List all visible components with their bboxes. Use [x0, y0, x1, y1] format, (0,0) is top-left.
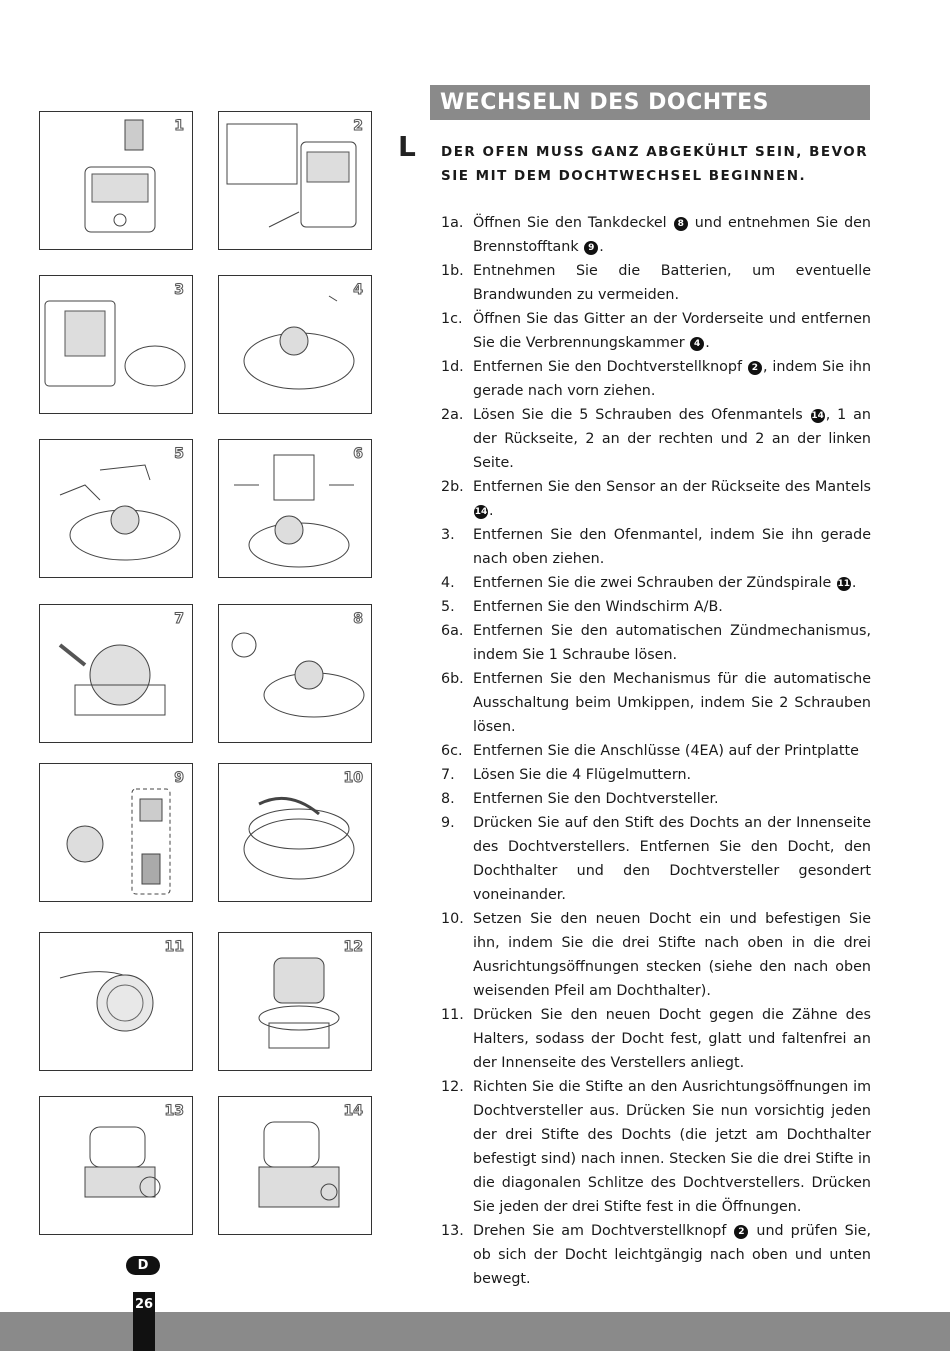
figure-number: 12 — [343, 939, 363, 955]
step-item — [441, 619, 871, 667]
figure-number: 9 — [174, 770, 184, 786]
figure-number: 1 — [174, 118, 184, 134]
step-label: 1c. — [441, 311, 463, 327]
step-label: 5. — [441, 599, 455, 615]
step-text-segment: Entfernen Sie die Anschlüsse (4EA) auf der Printplatte — [473, 743, 859, 759]
step-item — [441, 403, 871, 475]
step-text-segment: Entfernen Sie die zwei Schrauben der Zündspirale — [473, 575, 836, 591]
step-item — [441, 667, 871, 739]
step-label: 10. — [441, 911, 464, 927]
step-text — [473, 619, 871, 667]
step-item — [441, 355, 871, 403]
figure-8 — [218, 604, 372, 743]
figure-illustration — [219, 276, 372, 414]
step-text-segment: Drehen Sie am Dochtverstellknopf — [473, 1223, 734, 1239]
figure-illustration — [219, 112, 372, 250]
step-text — [473, 739, 871, 763]
step-text-segment: . — [489, 503, 494, 519]
step-text — [473, 811, 871, 907]
step-item — [441, 571, 871, 595]
part-ref-badge: 4 — [690, 337, 704, 351]
step-item — [441, 307, 871, 355]
figure-number: 11 — [164, 939, 184, 955]
step-text — [473, 355, 871, 403]
step-label: 6c. — [441, 743, 463, 759]
step-text-segment: Entfernen Sie den Ofenmantel, indem Sie ihn gerade nach oben ziehen. — [473, 527, 871, 567]
figure-10 — [218, 763, 372, 902]
step-text-segment: und entnehmen Sie den Brennstofftank — [473, 215, 871, 255]
figure-illustration — [219, 440, 372, 578]
figure-9 — [39, 763, 193, 902]
step-label: 13. — [441, 1223, 464, 1239]
step-item — [441, 787, 871, 811]
step-text — [473, 523, 871, 571]
part-ref-badge: 14 — [474, 507, 488, 517]
step-text-segment: , indem Sie ihn gerade nach vorn ziehen. — [473, 359, 872, 399]
step-text — [473, 403, 871, 475]
figure-number: 14 — [343, 1103, 363, 1119]
step-text-segment: und prüfen Sie, ob sich der Docht leichtgängig nach oben und unten bewegt. — [473, 1223, 872, 1287]
step-text-segment: Entnehmen Sie die Batterien, um eventuelle Brandwunden zu vermeiden. — [473, 263, 871, 303]
step-label: 11. — [441, 1007, 464, 1023]
step-label: 9. — [441, 815, 455, 831]
figure-14 — [218, 1096, 372, 1235]
step-text — [473, 787, 871, 811]
figure-number: 13 — [164, 1103, 184, 1119]
part-ref-badge: 2 — [734, 1225, 748, 1239]
figure-7 — [39, 604, 193, 743]
step-text-segment: Entfernen Sie den Windschirm A/B. — [473, 599, 723, 615]
step-label: 12. — [441, 1079, 464, 1095]
step-item — [441, 259, 871, 307]
figure-13 — [39, 1096, 193, 1235]
part-ref-badge: 2 — [748, 361, 762, 375]
step-item — [441, 1075, 871, 1219]
section-title: WECHSELN DES DOCHTES — [430, 85, 870, 120]
step-label: 1d. — [441, 359, 464, 375]
step-text — [473, 1003, 871, 1075]
step-label: 1b. — [441, 263, 464, 279]
figure-number: 10 — [343, 770, 363, 786]
figure-illustration — [40, 276, 193, 414]
step-text — [473, 595, 871, 619]
figure-illustration — [40, 605, 193, 743]
step-text-segment: Lösen Sie die 4 Flügelmuttern. — [473, 767, 692, 783]
figure-1 — [39, 111, 193, 250]
step-item — [441, 763, 871, 787]
step-text — [473, 211, 871, 259]
page-number: 26 — [133, 1292, 155, 1351]
figure-number: 3 — [174, 282, 184, 298]
warning-text: DER OFEN MUSS GANZ ABGEKÜHLT SEIN, BEVOR SIE MIT DEM DOCHTWECHSEL BEGINNEN. — [441, 144, 869, 184]
figure-illustration — [40, 112, 193, 250]
step-item — [441, 1003, 871, 1075]
step-text-segment: Lösen Sie die 5 Schrauben des Ofenmantels — [473, 407, 810, 423]
part-ref-badge: 8 — [674, 217, 688, 231]
step-label: 7. — [441, 767, 455, 783]
step-text-segment: Entfernen Sie den Dochtverstellknopf — [473, 359, 747, 375]
step-text-segment: Richten Sie die Stifte an den Ausrichtungsöffnungen im Dochtversteller aus. Drücken Sie nun vorsichtig jeden der drei Stifte des Dochts (die jetzt am Dochthalter befestigt sind) nach innen. Stecken Sie die drei Stifte in die diagonalen Schlitze des Dochtverstellers. Drücken Sie jeden der drei Stifte fest in die Öffnungen. — [473, 1079, 871, 1215]
step-text — [473, 1075, 871, 1219]
step-text-segment: Entfernen Sie den Sensor an der Rückseite des Mantels — [473, 479, 871, 495]
figure-2 — [218, 111, 372, 250]
step-item — [441, 523, 871, 571]
figure-number: 2 — [353, 118, 363, 134]
steps-list — [441, 211, 871, 1291]
figure-number: 7 — [174, 611, 184, 627]
part-ref-badge: 9 — [584, 241, 598, 255]
step-label: 8. — [441, 791, 455, 807]
step-item — [441, 811, 871, 907]
figure-12 — [218, 932, 372, 1071]
step-item — [441, 595, 871, 619]
step-text — [473, 259, 871, 307]
step-text-segment: Drücken Sie den neuen Docht gegen die Zähne des Halters, sodass der Docht fest, glatt und faltenfrei an der Innenseite des Verstellers anliegt. — [473, 1007, 871, 1071]
figure-illustration — [40, 764, 193, 902]
step-text-segment: Entfernen Sie den Dochtversteller. — [473, 791, 719, 807]
step-label: 4. — [441, 575, 455, 591]
step-label: 1a. — [441, 215, 464, 231]
step-text-segment: Drücken Sie auf den Stift des Dochts an der Innenseite des Dochtverstellers. Entfernen Sie den Docht, den Dochthalter und den Dochtversteller gesondert voneinander. — [473, 815, 871, 903]
step-label: 3. — [441, 527, 455, 543]
step-label: 6a. — [441, 623, 464, 639]
step-text-segment: . — [705, 335, 710, 351]
step-text — [473, 571, 871, 595]
figure-4 — [218, 275, 372, 414]
step-text-segment: Entfernen Sie den automatischen Zündmechanismus, indem Sie 1 Schraube lösen. — [473, 623, 871, 663]
figure-number: 5 — [174, 446, 184, 462]
step-text-segment: , 1 an der Rückseite, 2 an der rechten und 2 an der linken Seite. — [473, 407, 871, 471]
language-badge: D — [126, 1256, 160, 1275]
figure-illustration — [219, 605, 372, 743]
step-text-segment: Setzen Sie den neuen Docht ein und befestigen Sie ihn, indem Sie die drei Stifte nach oben in die drei Ausrichtungsöffnungen stecken (siehe den nach oben weisenden Pfeil am Dochthalter). — [473, 911, 871, 999]
step-text-segment: . — [599, 239, 604, 255]
step-text — [473, 907, 871, 1003]
step-label: 6b. — [441, 671, 464, 687]
figure-number: 4 — [353, 282, 363, 298]
step-label: 2a. — [441, 407, 464, 423]
step-text-segment: Öffnen Sie das Gitter an der Vorderseite und entfernen Sie die Verbrennungskammer — [473, 311, 871, 351]
step-text — [473, 1219, 871, 1291]
figure-illustration — [40, 440, 193, 578]
step-item — [441, 1219, 871, 1291]
figure-11 — [39, 932, 193, 1071]
part-ref-badge: 11 — [837, 579, 851, 589]
figure-number: 8 — [353, 611, 363, 627]
figure-6 — [218, 439, 372, 578]
part-ref-badge: 14 — [811, 411, 824, 421]
figure-number: 6 — [353, 446, 363, 462]
step-item — [441, 211, 871, 259]
step-text — [473, 307, 871, 355]
side-letter: L — [398, 130, 416, 163]
step-item — [441, 907, 871, 1003]
figure-5 — [39, 439, 193, 578]
step-text — [473, 667, 871, 739]
figure-3 — [39, 275, 193, 414]
step-text-segment: . — [851, 575, 857, 591]
step-label: 2b. — [441, 479, 464, 495]
step-text-segment: Öffnen Sie den Tankdeckel — [473, 215, 673, 231]
step-item — [441, 475, 871, 523]
step-text — [473, 475, 871, 523]
step-text-segment: Entfernen Sie den Mechanismus für die automatische Ausschaltung beim Umkippen, indem Sie 2 Schrauben lösen. — [473, 671, 871, 735]
step-text — [473, 763, 871, 787]
step-item — [441, 739, 871, 763]
